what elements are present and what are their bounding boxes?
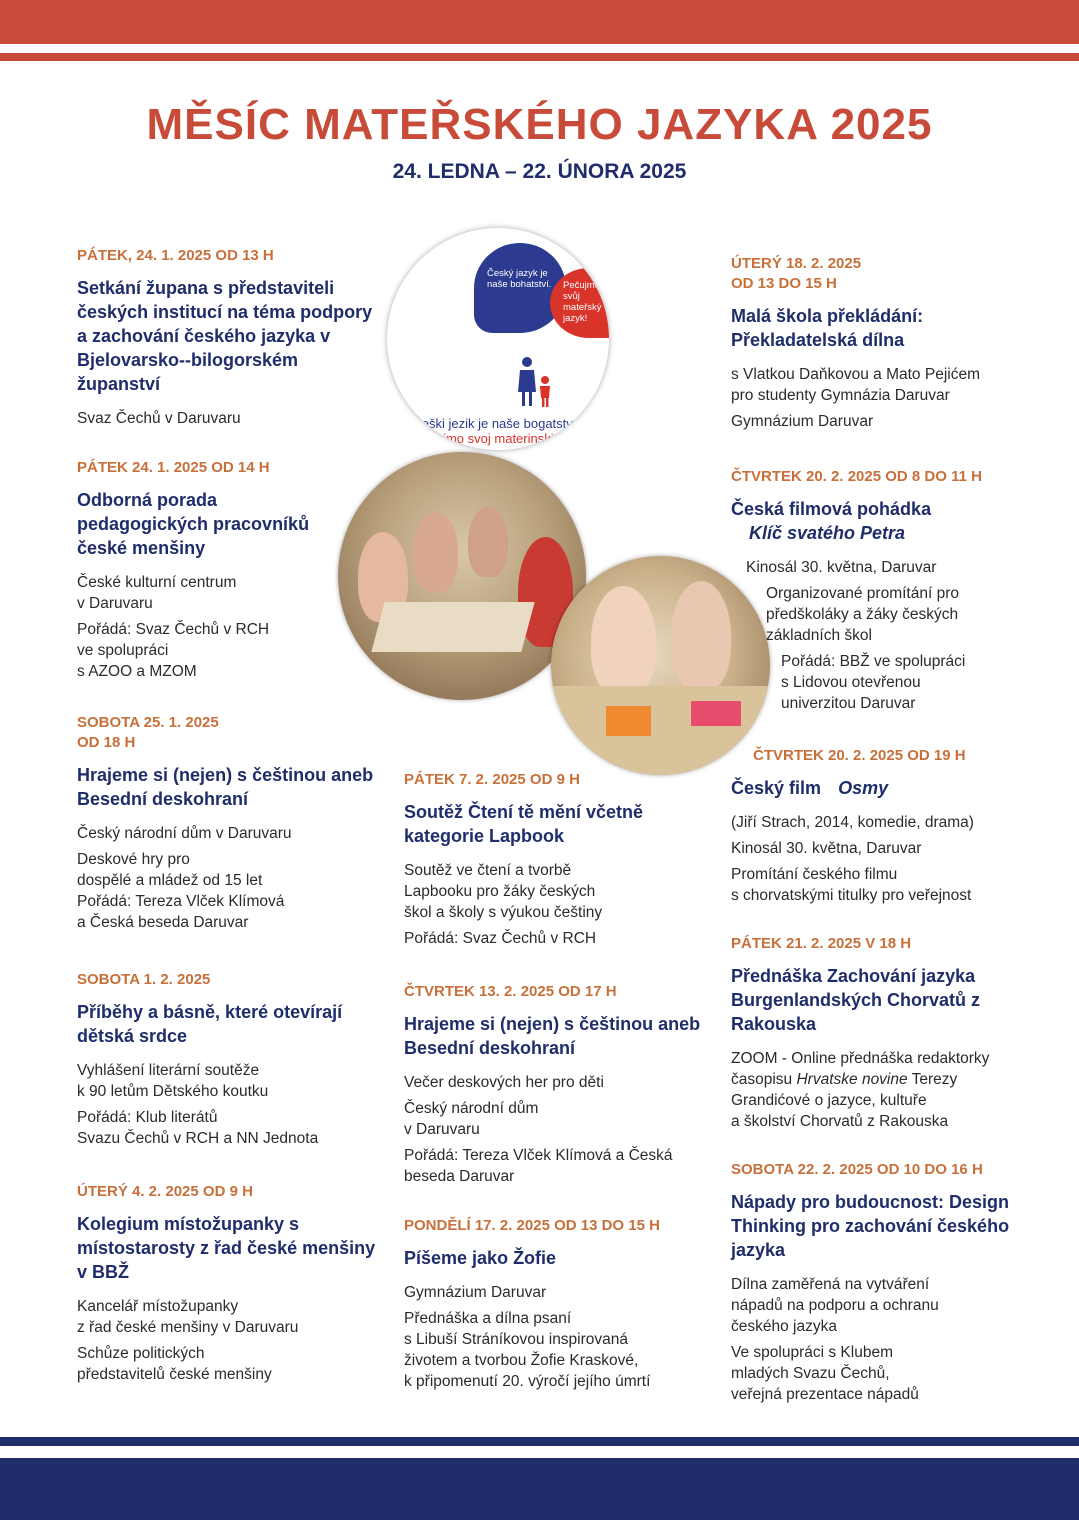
event-date: ČTVRTEK 13. 2. 2025 OD 17 H xyxy=(404,983,617,1000)
event-title: Hrajeme si (nejen) s češtinou aneb Besední deskohraní xyxy=(404,1014,701,1058)
event-date: SOBOTA 1. 2. 2025 xyxy=(77,971,211,988)
event-title: Příběhy a básně, které otevírají dětská srdce xyxy=(77,1002,343,1046)
event-right-2 xyxy=(731,467,1031,719)
event-date: ÚTERÝ 18. 2. 2025 OD 13 DO 15 H xyxy=(731,255,862,292)
event-left-5 xyxy=(77,1182,377,1390)
event-text: Pořádá: BBŽ ve spolupráci s Lidovou otevřenou univerzitou Daruvar xyxy=(781,653,966,712)
event-middle-2 xyxy=(404,982,714,1192)
event-left-3 xyxy=(77,713,377,938)
blue-bubble-text: Český jazyk je naše bohatství. xyxy=(487,268,552,290)
event-title: Píšeme jako Žofie xyxy=(404,1248,557,1268)
event-text: Ve spolupráci s Klubem mladých Svazu Čechů, veřejná prezentace nápadů xyxy=(731,1344,919,1403)
event-title: Hrajeme si (nejen) s češtinou aneb Besední deskohraní xyxy=(77,765,374,809)
event-date: ČTVRTEK 20. 2. 2025 OD 19 H xyxy=(753,747,966,764)
event-title-sub: Osmy xyxy=(838,778,889,798)
event-date: PÁTEK 21. 2. 2025 V 18 H xyxy=(731,935,912,952)
event-text: Pořádá: Svaz Čechů v RCH ve spolupráci s AZOO a MZOM xyxy=(77,621,270,680)
photo-person xyxy=(671,581,731,691)
event-text-line: Terezy xyxy=(907,1071,958,1088)
mother-child-icon xyxy=(515,356,555,408)
photo-person xyxy=(468,507,508,577)
event-title: Setkání župana s představiteli českých institucí na téma podpory a zachování českého jazyka v Bjelovarsko--bilogorském županství xyxy=(77,278,373,394)
logo-caption-croatian-2: Njegujmo svoj materinski jezik! xyxy=(409,431,587,446)
classroom-photo xyxy=(338,452,586,700)
event-text: Český národní dům v Daruvaru xyxy=(404,1100,539,1138)
bottom-blue-line xyxy=(0,1437,1079,1446)
event-text: České kulturní centrum v Daruvaru xyxy=(77,574,237,612)
photo-person xyxy=(413,512,458,592)
event-text: Pořádá: Svaz Čechů v RCH xyxy=(404,930,597,947)
event-text: Promítání českého filmu s chorvatskými titulky pro veřejnost xyxy=(731,866,972,904)
photo-paper xyxy=(606,706,651,736)
event-right-4 xyxy=(731,934,1036,1137)
event-text: Organizované promítání pro předškoláky a žáky českých základních škol xyxy=(766,585,959,644)
event-text: Svaz Čechů v Daruvaru xyxy=(77,410,241,427)
event-title xyxy=(731,497,1031,545)
event-text: Večer deskových her pro děti xyxy=(404,1074,604,1091)
top-red-line xyxy=(0,53,1079,61)
event-date: SOBOTA 25. 1. 2025 OD 18 H xyxy=(77,714,219,751)
photo-person xyxy=(591,586,656,696)
event-title-sub: Klíč svatého Petra xyxy=(749,523,906,543)
event-title: Nápady pro budoucnost: Design Thinking pro zachování českého jazyka xyxy=(731,1192,1010,1260)
event-text: Gymnázium Daruvar xyxy=(731,413,874,430)
event-middle-1 xyxy=(404,770,704,954)
event-text-line: časopisu xyxy=(731,1071,797,1088)
event-text: Kancelář místožupanky z řad české menšiny v Daruvaru xyxy=(77,1298,299,1336)
event-text: Deskové hry pro dospělé a mládež od 15 let Pořádá: Tereza Vlček Klímová a Česká beseda Daruvar xyxy=(77,851,285,931)
event-date: PÁTEK, 24. 1. 2025 OD 13 H xyxy=(77,247,274,264)
event-title: Kolegium místožupanky s místostarosty z řad české menšiny v BBŽ xyxy=(77,1214,376,1282)
event-text: Schůze politických představitelů české menšiny xyxy=(77,1345,272,1383)
page-title: MĚSÍC MATEŘSKÉHO JAZYKA 2025 xyxy=(146,100,933,149)
event-text: (Jiří Strach, 2014, komedie, drama) xyxy=(731,814,974,831)
event-title: Soutěž Čtení tě mění včetně kategorie Lapbook xyxy=(404,802,644,846)
event-text xyxy=(731,1048,1036,1132)
event-text: Vyhlášení literární soutěže k 90 letům Dětského koutku xyxy=(77,1062,269,1100)
event-text: Kinosál 30. května, Daruvar xyxy=(731,840,922,857)
event-left-1 xyxy=(77,246,382,434)
page-dates: 24. LEDNA – 22. ÚNORA 2025 xyxy=(392,160,687,183)
event-text: Český národní dům v Daruvaru xyxy=(77,825,292,842)
event-title: Odborná porada pedagogických pracovníků české menšiny xyxy=(77,490,310,558)
photo-table xyxy=(371,602,534,652)
event-date: ČTVRTEK 20. 2. 2025 OD 8 DO 11 H xyxy=(731,468,982,485)
bottom-blue-band xyxy=(0,1458,1079,1520)
top-red-band xyxy=(0,0,1079,44)
event-title: Přednáška Zachování jazyka Burgenlandských Chorvatů z Rakouska xyxy=(731,966,981,1034)
event-right-1 xyxy=(731,254,1031,437)
logo-caption-croatian-1: Češki jezik je naše bogatstvo. xyxy=(412,416,584,431)
event-text-line: ZOOM - Online přednáška redaktorky xyxy=(731,1050,990,1067)
event-title-main: Česká filmová pohádka xyxy=(731,499,932,519)
event-left-2 xyxy=(77,458,347,687)
event-text: Kinosál 30. května, Daruvar xyxy=(746,559,937,576)
event-text: s Vlatkou Daňkovou a Mato Pejićem pro studenty Gymnázia Daruvar xyxy=(731,366,980,404)
event-right-3 xyxy=(731,746,1031,911)
event-text: Soutěž ve čtení a tvorbě Lapbooku pro žáky českých škol a školy s výukou češtiny xyxy=(404,862,603,921)
event-date: SOBOTA 22. 2. 2025 OD 10 DO 16 H xyxy=(731,1161,983,1178)
event-left-4 xyxy=(77,970,382,1154)
red-bubble-text: Pečujme o svůj mateřský jazyk! xyxy=(563,280,608,324)
event-title xyxy=(731,776,1031,800)
campaign-logo xyxy=(387,228,609,450)
event-title: Malá škola překládání: Překladatelská dílna xyxy=(731,306,924,350)
event-right-5 xyxy=(731,1160,1036,1410)
event-text-line: Grandićové o jazyce, kultuře a školství Chorvatů z Rakouska xyxy=(731,1092,949,1130)
event-text: Gymnázium Daruvar xyxy=(404,1284,547,1301)
event-text: Přednáška a dílna psaní s Libuší Stráníkovou inspirovaná životem a tvorbou Žofie Kraskové, k připomenutí 20. výročí jejího úmrtí xyxy=(404,1310,651,1390)
event-text: Pořádá: Tereza Vlček Klímová a Česká beseda Daruvar xyxy=(404,1147,673,1185)
event-date: PÁTEK 24. 1. 2025 OD 14 H xyxy=(77,459,270,476)
magazine-name: Hrvatske novine xyxy=(796,1071,908,1088)
event-text: Dílna zaměřená na vytváření nápadů na podporu a ochranu českého jazyka xyxy=(731,1276,939,1335)
event-text: Pořádá: Klub literátů Svazu Čechů v RCH a NN Jednota xyxy=(77,1109,319,1147)
event-middle-3 xyxy=(404,1216,714,1397)
event-date: PÁTEK 7. 2. 2025 OD 9 H xyxy=(404,771,580,788)
event-date: PONDĚLÍ 17. 2. 2025 OD 13 DO 15 H xyxy=(404,1217,660,1234)
event-title-main: Český film xyxy=(731,778,822,798)
event-date: ÚTERÝ 4. 2. 2025 OD 9 H xyxy=(77,1183,253,1200)
